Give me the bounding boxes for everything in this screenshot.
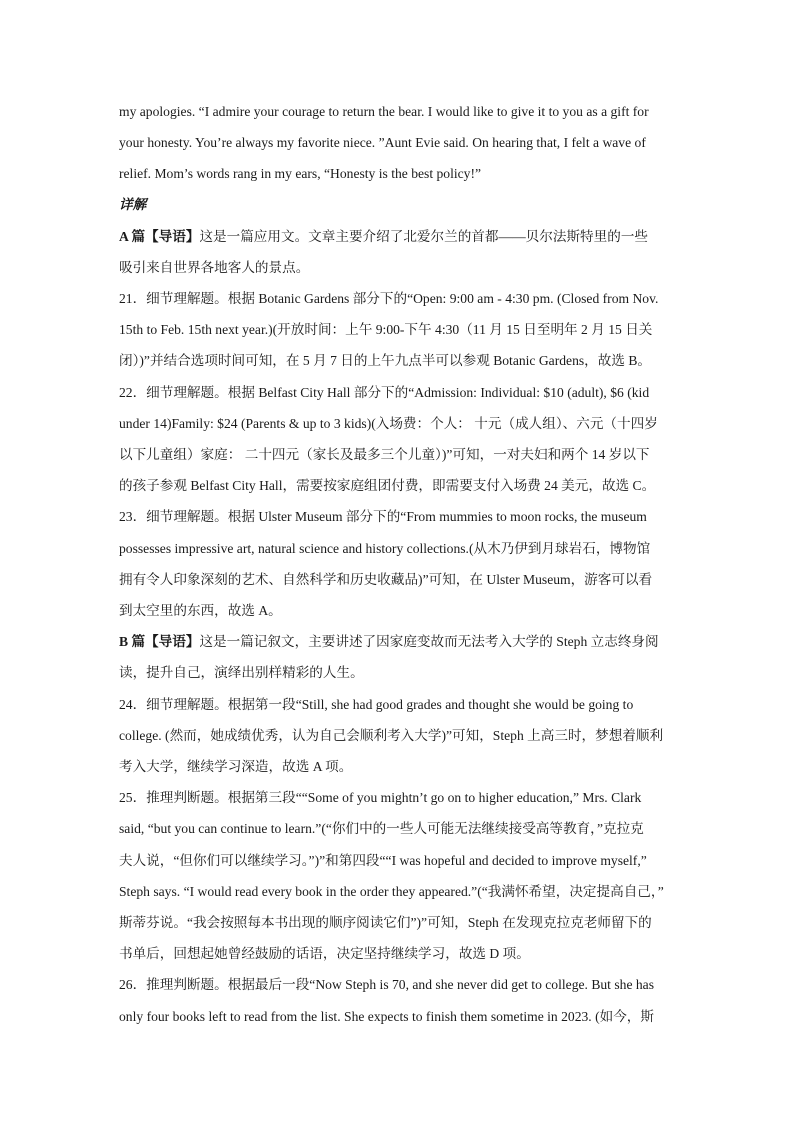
text-line: 吸引来自世界各地客人的景点。 — [119, 260, 310, 275]
intro-text: 这是一篇记叙文，主要讲述了因家庭变故而无法考入大学的 Steph 立志终身阅 — [199, 634, 659, 649]
text-line: 斯蒂芬说。“我会按照每本书出现的顺序阅读它们”)”可知，Steph 在发现克拉克老师留下的 — [119, 915, 652, 930]
text-line: said, “but you can continue to learn.”(“你们中的一些人可能无法继续接受高等教育，”克拉克 — [119, 821, 644, 836]
text-line: my apologies. “I admire your courage to return the bear. I would like to give it to you as a gift for — [119, 104, 649, 119]
text-line: relief. Mom’s words rang in my ears, “Honesty is the best policy!” — [119, 166, 482, 181]
passage-b-intro — [119, 632, 679, 652]
passage-a-intro — [119, 227, 679, 247]
text-line: 读，提升自己，演绎出别样精彩的人生。 — [119, 665, 364, 680]
text-line: 到太空里的东西，故选 A。 — [119, 603, 282, 618]
text-line: 的孩子参观 Belfast City Hall，需要按家庭组团付费，即需要支付入场费 24 美元，故选 C。 — [119, 478, 656, 493]
text-line: 以下儿童组）家庭： 二十四元（家长及最多三个儿童）)”可知，一对夫妇和两个 14 岁以下 — [119, 447, 650, 462]
intro-text: 这是一篇应用文。文章主要介绍了北爱尔兰的首都——贝尔法斯特里的一些 — [199, 229, 649, 244]
text-line: 闭）)”并结合选项时间可知，在 5 月 7 日的上午九点半可以参观 Botanic Gardens，故选 B。 — [119, 353, 652, 368]
answer-26: 26．推理判断题。根据最后一段“Now Steph is 70, and she never did get to college. But she has — [119, 977, 654, 992]
text-line: 书单后，回想起她曾经鼓励的话语，决定坚持继续学习，故选 D 项。 — [119, 946, 530, 961]
passage-label: B 篇【导语】 — [119, 634, 200, 649]
text-line: Steph says. “I would read every book in the order they appeared.”(“我满怀希望，决定提高自己，” — [119, 884, 664, 899]
text-line: under 14)Family: $24 (Parents & up to 3 kids)(入场费：个人： 十元（成人组）、六元（十四岁 — [119, 416, 658, 431]
answer-21: 21．细节理解题。根据 Botanic Gardens 部分下的“Open: 9:00 am - 4:30 pm. (Closed from Nov. — [119, 291, 659, 306]
text-line: your honesty. You’re always my favorite niece. ”Aunt Evie said. On hearing that, I felt a wave of — [119, 135, 646, 150]
answer-25: 25．推理判断题。根据第三段““Some of you mightn’t go on to higher education,” Mrs. Clark — [119, 790, 642, 805]
answer-23: 23．细节理解题。根据 Ulster Museum 部分下的“From mummies to moon rocks, the museum — [119, 509, 647, 524]
text-line: 拥有令人印象深刻的艺术、自然科学和历史收藏品)”可知，在 Ulster Museum，游客可以看 — [119, 572, 653, 587]
section-heading: 详解 — [119, 197, 147, 212]
text-line: 考入大学，继续学习深造，故选 A 项。 — [119, 759, 353, 774]
text-line: 夫人说，“但你们可以继续学习。”)”和第四段““I was hopeful and decided to improve myself,” — [119, 853, 647, 868]
text-line: only four books left to read from the list. She expects to finish them sometime in 2023. (如今，斯 — [119, 1009, 654, 1024]
text-line: possesses impressive art, natural science and history collections.(从木乃伊到月球岩石，博物馆 — [119, 541, 651, 556]
text-line: 15th to Feb. 15th next year.)(开放时间：上午 9:00-下午 4:30（11 月 15 日至明年 2 月 15 日关 — [119, 322, 653, 337]
answer-24: 24．细节理解题。根据第一段“Still, she had good grades and thought she would be going to — [119, 697, 634, 712]
passage-label: A 篇【导语】 — [119, 229, 200, 244]
answer-22: 22．细节理解题。根据 Belfast City Hall 部分下的“Admission: Individual: $10 (adult), $6 (kid — [119, 385, 650, 400]
text-line: college. (然而，她成绩优秀，认为自己会顺利考入大学)”可知，Steph 上高三时，梦想着顺利 — [119, 728, 664, 743]
